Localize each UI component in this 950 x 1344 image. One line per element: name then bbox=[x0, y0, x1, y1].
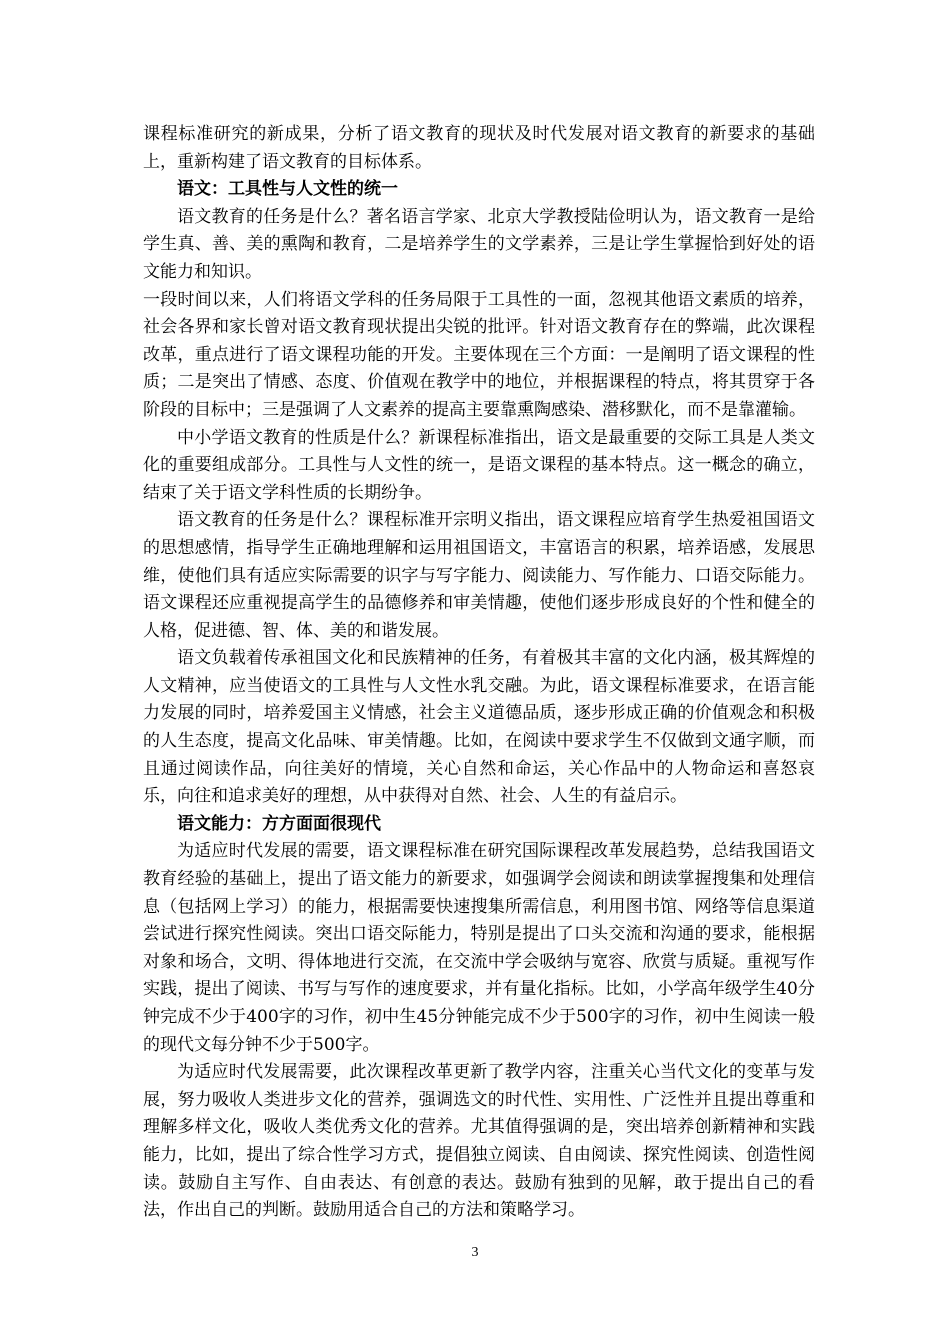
document-body bbox=[143, 121, 815, 1225]
section-heading: 语文：工具性与人文性的统一 bbox=[177, 179, 398, 200]
paragraph: 语文教育的任务是什么？著名语言学家、北京大学教授陆俭明认为，语文教育一是给学生真、善、美的熏陶和教育，二是培养学生的文学素养，三是让学生掌握恰到好处的语文能力和知识。 bbox=[143, 206, 815, 282]
paragraph: 一段时间以来，人们将语文学科的任务局限于工具性的一面，忽视其他语文素质的培养，社会各界和家长曾对语文教育现状提出尖锐的批评。针对语文教育存在的弊端，此次课程改革，重点进行了语文课程功能的开发。主要体现在三个方面：一是阐明了语文课程的性质；二是突出了情感、态度、价值观在教学中的地位，并根据课程的特点，将其贯穿于各阶段的目标中；三是强调了人文素养的提高主要靠熏陶感染、潜移默化，而不是靠灌输。 bbox=[143, 289, 815, 420]
paragraph: 为适应时代发展需要，此次课程改革更新了教学内容，注重关心当代文化的变革与发展，努力吸收人类进步文化的营养，强调选文的时代性、实用性、广泛性并且提出尊重和理解多样文化，吸收人类优秀文化的营养。尤其值得强调的是，突出培养创新精神和实践能力，比如，提出了综合性学习方式，提倡独立阅读、自由阅读、探究性阅读、创造性阅读。鼓励自主写作、自由表达、有创意的表达。鼓励有独到的见解，敢于提出自己的看法，作出自己的判断。鼓励用适合自己的方法和策略学习。 bbox=[143, 1062, 815, 1221]
paragraph: 课程标准研究的新成果，分析了语文教育的现状及时代发展对语文教育的新要求的基础上，重新构建了语文教育的目标体系。 bbox=[143, 124, 815, 172]
paragraph: 为适应时代发展的需要，语文课程标准在研究国际课程改革发展趋势，总结我国语文教育经验的基础上，提出了语文能力的新要求，如强调学会阅读和朗读掌握搜集和处理信息（包括网上学习）的能力，根据需要快速搜集所需信息，利用图书馆、网络等信息渠道尝试进行探究性阅读。突出口语交际能力，特别是提出了口头交流和沟通的要求，能根据对象和场合，文明、得体地进行交流，在交流中学会吸纳与宽容、欣赏与质疑。重视写作实践，提出了阅读、书写与写作的速度要求，并有量化指标。比如，小学高年级学生40分钟完成不少于400字的习作，初中生45分钟能完成不少于500字的习作，初中生阅读一般的现代文每分钟不少于500字。 bbox=[143, 841, 815, 1055]
paragraph: 语文负载着传承祖国文化和民族精神的任务，有着极其丰富的文化内涵，极其辉煌的人文精神，应当使语文的工具性与人文性水乳交融。为此，语文课程标准要求，在语言能力发展的同时，培养爱国主义情感，社会主义道德品质，逐步形成正确的价值观念和积极的人生态度，提高文化品味、审美情趣。比如，在阅读中要求学生不仅做到文通字顺，而且通过阅读作品，向往美好的情境，关心自然和命运，关心作品中的人物命运和喜怒哀乐，向往和追求美好的理想，从中获得对自然、社会、人生的有益启示。 bbox=[143, 648, 815, 807]
paragraph: 中小学语文教育的性质是什么？新课程标准指出，语文是最重要的交际工具是人类文化的重要组成部分。工具性与人文性的统一，是语文课程的基本特点。这一概念的确立，结束了关于语文学科性质的长期纷争。 bbox=[143, 427, 815, 503]
paragraph: 语文教育的任务是什么？课程标准开宗明义指出，语文课程应培育学生热爱祖国语文的思想感情，指导学生正确地理解和运用祖国语文，丰富语言的积累，培养语感，发展思维，使他们具有适应实际需要的识字与写字能力、阅读能力、写作能力、口语交际能力。语文课程还应重视提高学生的品德修养和审美情趣，使他们逐步形成良好的个性和健全的人格，促进德、智、体、美的和谐发展。 bbox=[143, 510, 815, 641]
section-heading: 语文能力：方方面面很现代 bbox=[177, 813, 381, 834]
page-number: 3 bbox=[471, 1245, 479, 1260]
